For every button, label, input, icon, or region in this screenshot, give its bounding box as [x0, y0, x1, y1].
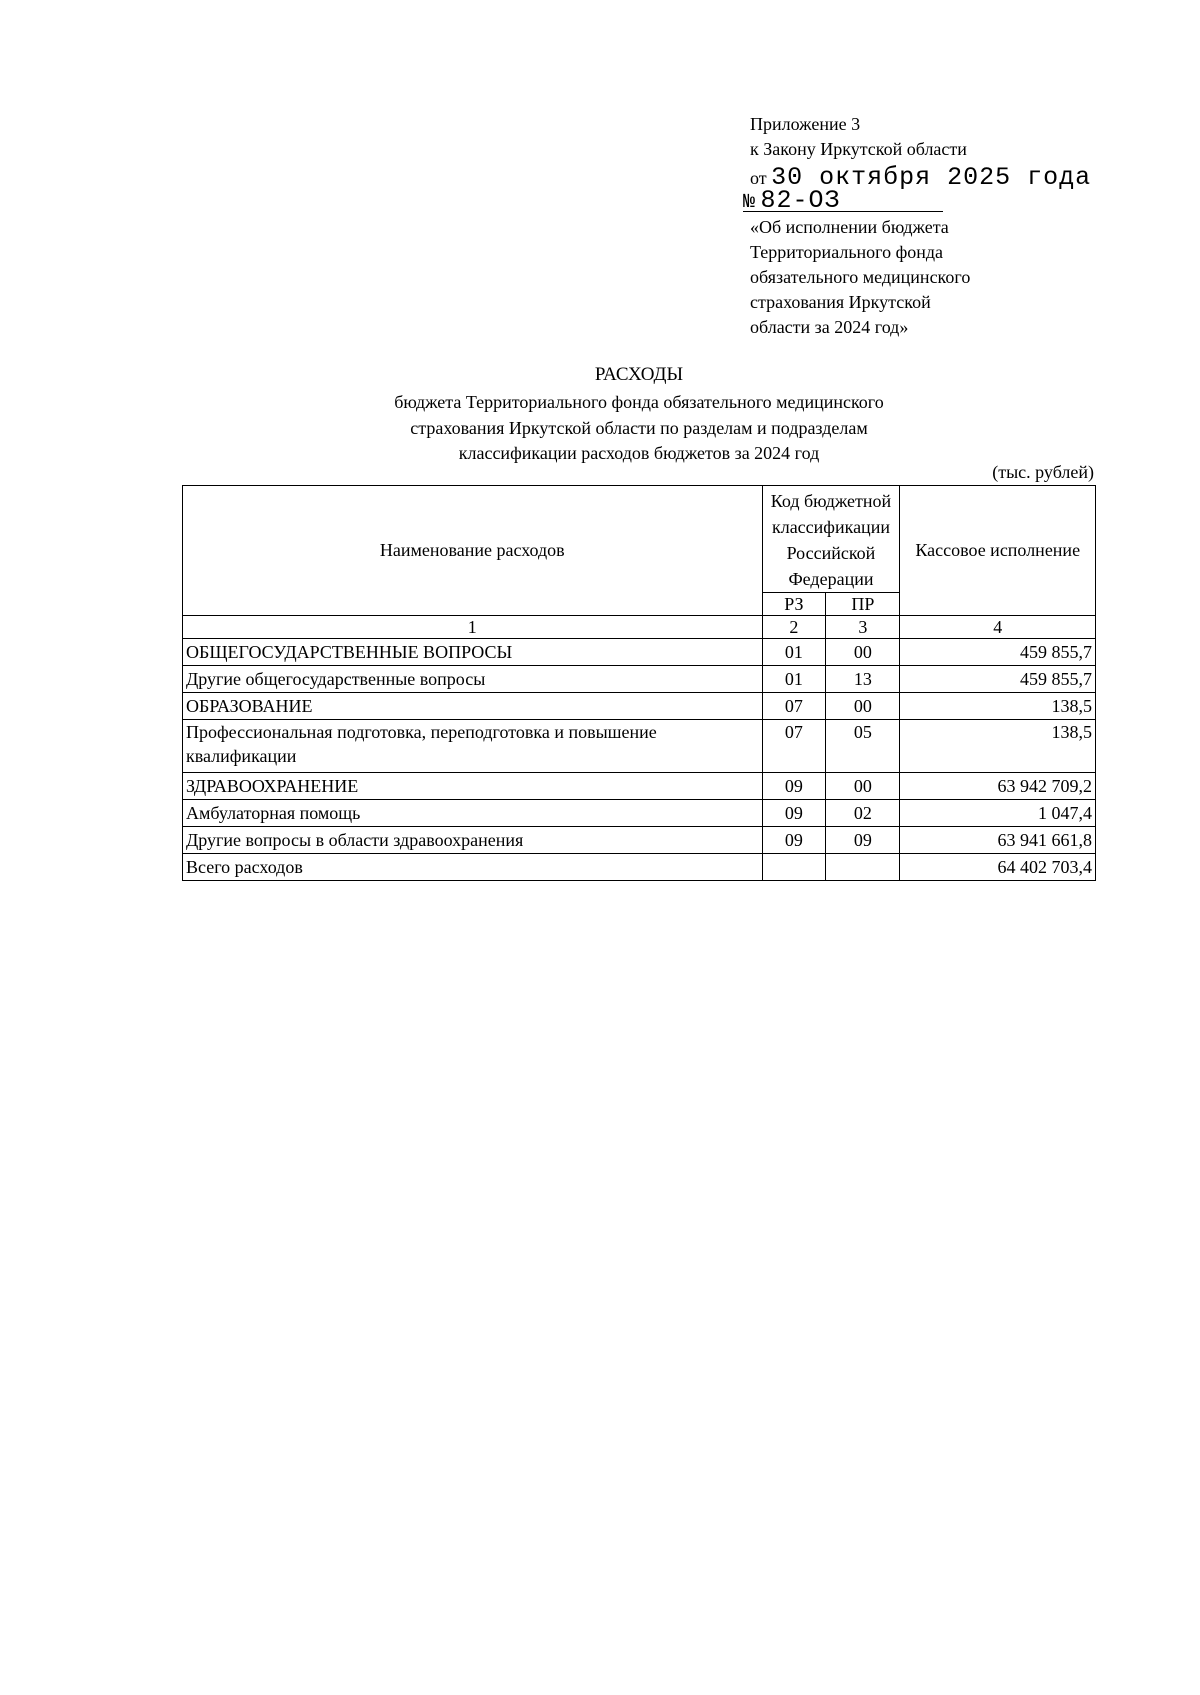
table-row: [183, 639, 1096, 666]
table-row: [183, 666, 1096, 693]
law-name-line: области за 2024 год»: [750, 317, 909, 337]
header-name: Наименование расходов: [183, 486, 763, 616]
header-code: Код бюджетной классификации Российской Федерации: [762, 486, 900, 593]
row-pr: 00: [826, 639, 900, 666]
subtitle-line: страхования Иркутской области по разделам и подразделам: [410, 417, 868, 438]
row-name: Другие вопросы в области здравоохранения: [183, 827, 763, 854]
row-pr: 05: [826, 720, 900, 773]
row-sum: 64 402 703,4: [900, 854, 1096, 881]
row-pr: 13: [826, 666, 900, 693]
law-name-line: «Об исполнении бюджета: [750, 217, 949, 237]
expenses-table: [182, 485, 1096, 881]
table-total-row: [183, 854, 1096, 881]
law-name-line: Территориального фонда: [750, 242, 944, 262]
row-sum: 1 047,4: [900, 800, 1096, 827]
row-rz: 09: [762, 773, 826, 800]
number-value: 82-ОЗ: [760, 186, 841, 215]
row-name: Другие общегосударственные вопросы: [183, 666, 763, 693]
header-rz: РЗ: [762, 593, 826, 616]
column-number: 2: [762, 616, 826, 639]
table-row: [183, 720, 1096, 773]
appendix-law-ref: к Закону Иркутской области: [750, 139, 967, 159]
law-name-line: страхования Иркутской: [750, 292, 931, 312]
header-pr: ПР: [826, 593, 900, 616]
row-rz: [762, 854, 826, 881]
row-pr: 00: [826, 693, 900, 720]
row-name: ЗДРАВООХРАНЕНИЕ: [183, 773, 763, 800]
row-sum: 138,5: [900, 693, 1096, 720]
number-prefix: №: [743, 191, 757, 214]
row-sum: 459 855,7: [900, 666, 1096, 693]
table-row: [183, 693, 1096, 720]
row-name: Всего расходов: [183, 854, 763, 881]
document-subtitle: [182, 390, 1096, 467]
row-rz: 07: [762, 720, 826, 773]
date-prefix: от: [750, 168, 767, 188]
row-rz: 09: [762, 827, 826, 854]
header-sum: Кассовое исполнение: [900, 486, 1096, 616]
row-name: ОБРАЗОВАНИЕ: [183, 693, 763, 720]
row-rz: 07: [762, 693, 826, 720]
row-pr: 00: [826, 773, 900, 800]
subtitle-line: бюджета Территориального фонда обязательного медицинского: [394, 392, 884, 412]
row-rz: 01: [762, 666, 826, 693]
row-sum: 459 855,7: [900, 639, 1096, 666]
table-row: [183, 773, 1096, 800]
row-pr: [826, 854, 900, 881]
row-pr: 02: [826, 800, 900, 827]
row-pr: 09: [826, 827, 900, 854]
table-row: [183, 800, 1096, 827]
row-rz: 01: [762, 639, 826, 666]
column-number: 1: [183, 616, 763, 639]
appendix-header: [750, 112, 967, 162]
row-name: ОБЩЕГОСУДАРСТВЕННЫЕ ВОПРОСЫ: [183, 639, 763, 666]
law-name-line: обязательного медицинского: [750, 267, 971, 287]
number-underline: [743, 211, 943, 212]
row-name: Профессиональная подготовка, переподготовка и повышение квалификации: [183, 720, 763, 773]
date-value: 30 октября 2025 года: [771, 163, 1092, 192]
row-sum: 63 942 709,2: [900, 773, 1096, 800]
column-number: 3: [826, 616, 900, 639]
units-label: (тыс. рублей): [992, 462, 1094, 482]
row-rz: 09: [762, 800, 826, 827]
column-number: 4: [900, 616, 1096, 639]
appendix-number: Приложение 3: [750, 114, 861, 134]
subtitle-line: классификации расходов бюджетов за 2024 год: [458, 443, 820, 463]
law-name: [750, 215, 970, 340]
column-numbers-row: [183, 616, 1096, 639]
row-sum: 138,5: [900, 720, 1096, 773]
row-name: Амбулаторная помощь: [183, 800, 763, 827]
table-header-row: [183, 486, 1096, 593]
table-row: [183, 827, 1096, 854]
document-title: РАСХОДЫ: [594, 364, 684, 385]
row-sum: 63 941 661,8: [900, 827, 1096, 854]
